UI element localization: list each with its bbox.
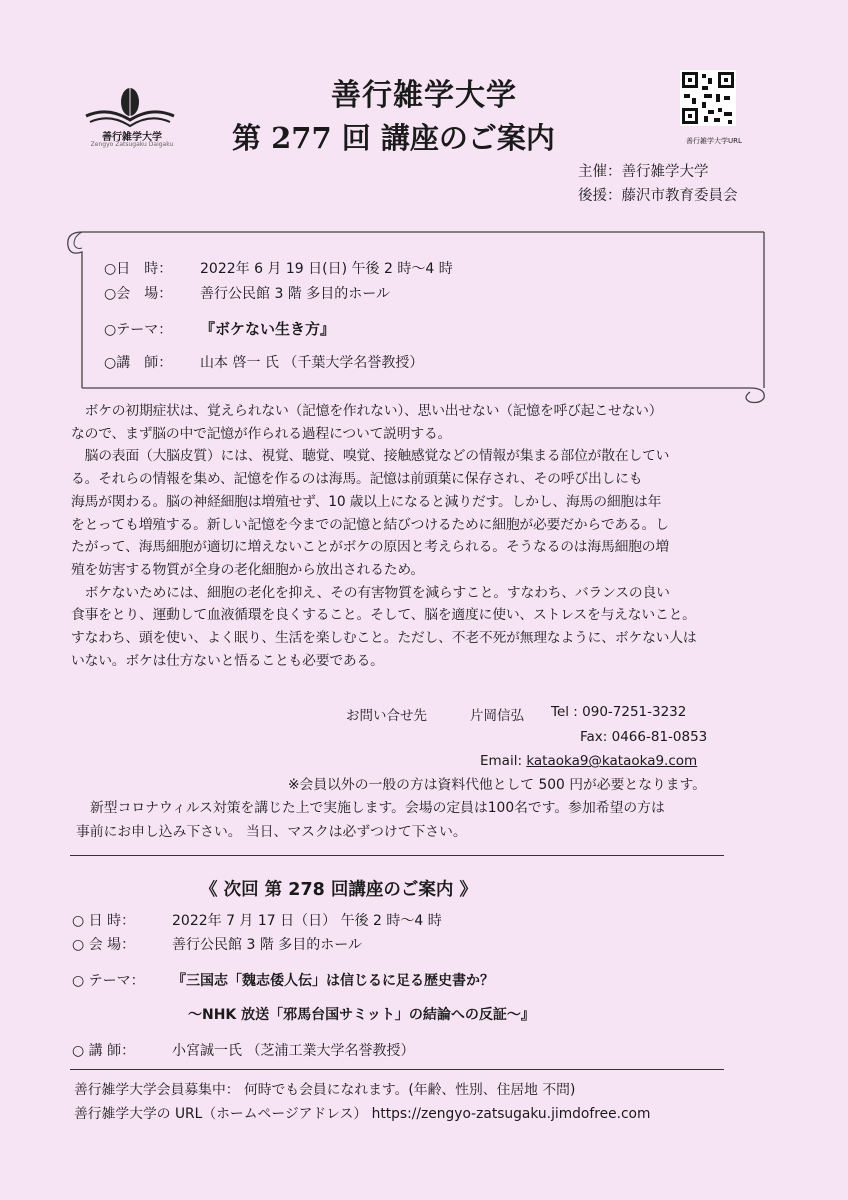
event-venue-value: 善行公民館 3 階 多目的ホール xyxy=(200,286,390,302)
event-lecturer xyxy=(104,352,423,372)
event-lecturer-label: ○講 師： xyxy=(104,355,173,371)
body-line: たがって、海馬細胞が適切に増えないことがボケの原因と考えられる。そうなるのは海馬細胞の増 xyxy=(71,539,669,556)
lecture-title: 第 277 回 講座のご案内 xyxy=(232,121,555,155)
body-line: いない。ボケは仕方ないと悟ることも必要である。 xyxy=(71,652,384,669)
body-line: 脳の表面（大脳皮質）には、視覚、聴覚、嗅覚、接触感覚などの情報が集まる部位が散在してい xyxy=(71,448,670,465)
body-line: なので、まず脳の中で記憶が作られる過程について説明する。 xyxy=(71,425,452,442)
membership-note: 善行雑学大学会員募集中： 何時でも会員になれます。(年齢、性別、住居地 不問) xyxy=(74,1082,576,1098)
next-date-value: 2022年 7 月 17 日（日） 午後 2 時～4 時 xyxy=(172,913,442,929)
next-date xyxy=(72,910,442,930)
next-theme-value: 『三国志「魏志倭人伝」は信じるに足る歴史書か？ xyxy=(172,973,494,989)
next-lecturer-label: ○ 講 師： xyxy=(72,1043,136,1059)
next-theme xyxy=(72,970,494,990)
sponsor: 主催：善行雑学大学 xyxy=(578,164,709,180)
logo-text: 善行雑学大学 xyxy=(102,132,162,143)
next-lecturer-value: 小宮誠一氏 （芝浦工業大学名誉教授） xyxy=(172,1043,415,1059)
event-date-label: ○日 時： xyxy=(104,261,173,277)
contact-email-link[interactable]: kataoka9@kataoka9.com xyxy=(526,753,698,769)
next-lecturer xyxy=(72,1040,414,1060)
next-venue-label: ○ 会 場： xyxy=(72,937,136,953)
contact-fax: Fax: 0466-81-0853 xyxy=(580,729,708,745)
footer-divider xyxy=(70,1069,724,1070)
page-title: 善行雑学大学 xyxy=(331,78,517,113)
covid-note-line1: 新型コロナウィルス対策を講じた上で実施します。会場の定員は100名です。参加希望の方は xyxy=(90,800,665,816)
body-line: 海馬が関わる。脳の神経細胞は増殖せず、10 歳以上になると減りだす。しかし、海馬の細胞は年 xyxy=(71,493,662,510)
contact-name: 片岡信弘 xyxy=(470,708,524,724)
event-date-value: 2022年 6 月 19 日(日) 午後 2 時～4 時 xyxy=(200,261,453,277)
contact-tel: Tel : 090-7251-3232 xyxy=(551,704,687,720)
contact-email xyxy=(480,753,697,769)
body-line: すなわち、頭を使い、よく眠り、生活を楽しむこと。ただし、不老不死が無理なように、ボケない人は xyxy=(71,630,697,647)
logo-subtext: Zengyo Zatsugaku Daigaku xyxy=(90,141,174,148)
contact-label: お問い合せ先 xyxy=(346,708,427,724)
next-theme-label: ○ テーマ： xyxy=(72,973,145,989)
body-line: ボケの初期症状は、覚えられない（記憶を作れない）、思い出せない（記憶を呼び起こせない） xyxy=(71,403,663,419)
covid-note-line2: 事前にお申し込み下さい。 当日、マスクは必ずつけて下さい。 xyxy=(76,824,467,840)
event-theme-value: 『ボケない生き方』 xyxy=(200,320,336,338)
supporter: 後援：藤沢市教育委員会 xyxy=(578,188,738,204)
body-line: ボケないためには、細胞の老化を抑え、その有害物質を減らすこと。すなわち、バランスの良い xyxy=(71,584,670,601)
next-theme-subtitle: ～NHK 放送「邪馬台国サミット」の結論への反証～』 xyxy=(188,1007,535,1023)
event-date xyxy=(104,258,453,278)
event-lecturer-value: 山本 啓一 氏 （千葉大学名誉教授） xyxy=(200,355,424,371)
scroll-frame xyxy=(60,222,772,404)
event-theme-label: ○テーマ： xyxy=(104,322,173,338)
body-line: 食事をとり、運動して血液循環を良くすること。そして、脳を適度に使い、ストレスを与えないこと。 xyxy=(71,607,696,624)
next-venue xyxy=(72,934,362,954)
body-line: る。それらの情報を集め、記憶を作るのは海馬。記憶は前頭葉に保存され、その呼び出しにも xyxy=(71,471,643,488)
event-theme xyxy=(104,318,335,339)
divider xyxy=(70,855,724,856)
fee-note: ※会員以外の一般の方は資料代他として 500 円が必要となります。 xyxy=(288,777,707,793)
website-url[interactable]: 善行雑学大学の URL（ホームページアドレス） https://zengyo-zatsugaku.jimdofree.com xyxy=(74,1106,651,1122)
qr-code-icon[interactable] xyxy=(680,70,736,126)
contact-email-label: Email: xyxy=(480,753,523,769)
body-line: をとっても増殖する。新しい記憶を今までの記憶と結びつけるために細胞が必要だからである。し xyxy=(71,516,669,533)
event-venue-label: ○会 場： xyxy=(104,286,173,302)
event-venue xyxy=(104,283,390,303)
next-date-label: ○ 日 時： xyxy=(72,913,136,929)
body-text xyxy=(71,400,771,672)
qr-caption: 善行雑学大学URL xyxy=(686,137,742,145)
next-venue-value: 善行公民館 3 階 多目的ホール xyxy=(172,937,362,953)
next-lecture-title: 《 次回 第 278 回講座のご案内 》 xyxy=(200,880,477,900)
body-line: 殖を妨害する物質が全身の老化細胞から放出されるため。 xyxy=(71,561,424,578)
